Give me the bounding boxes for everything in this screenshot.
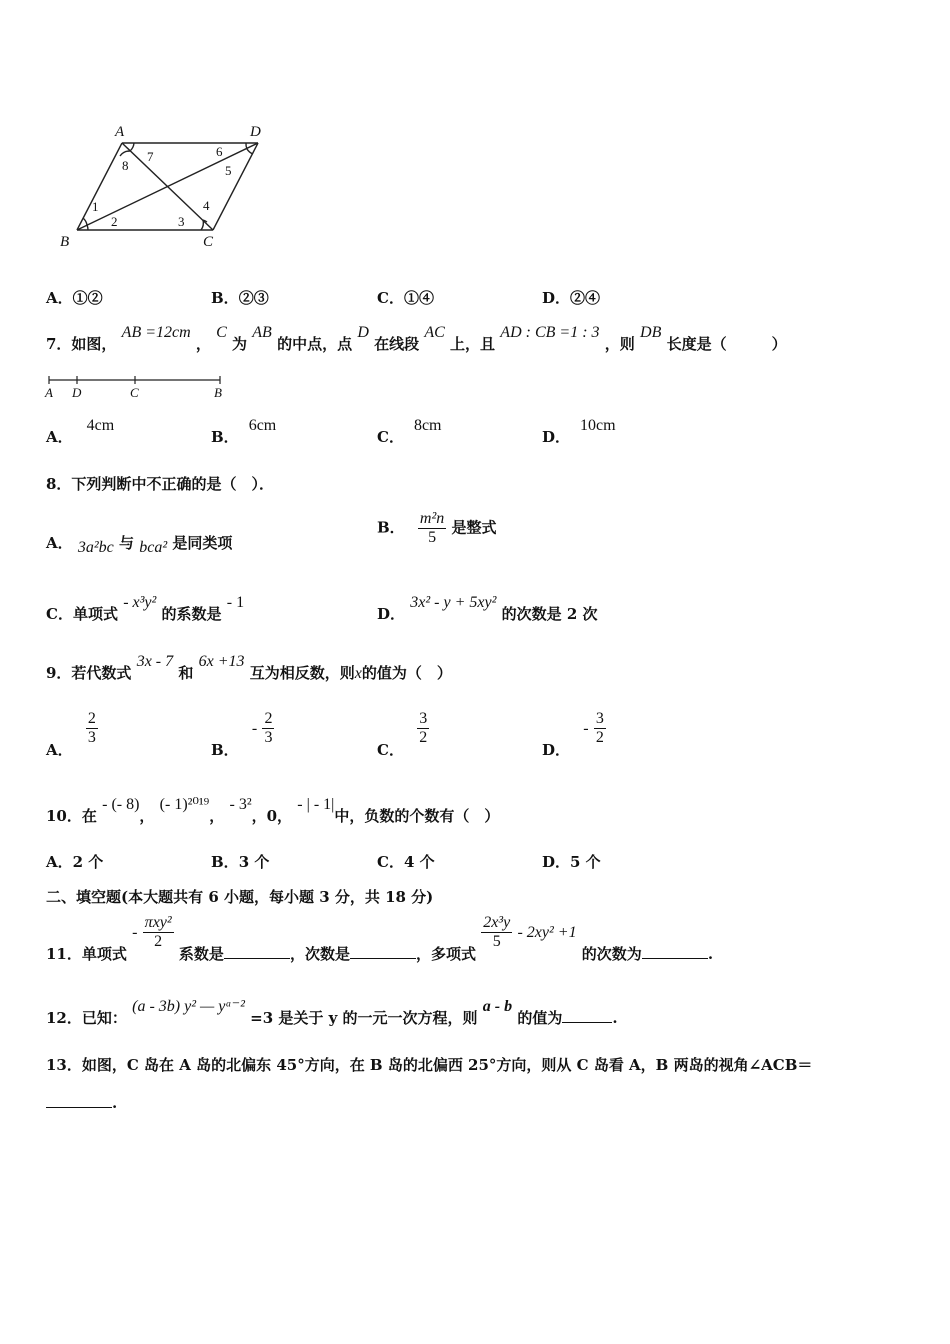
label-D: D (250, 124, 261, 140)
q12-blank[interactable] (562, 1008, 612, 1023)
q11-blank-3[interactable] (642, 944, 708, 959)
q8-stem: 8．下列判断中不正确的是（ ）． (46, 475, 274, 493)
q7-option-a[interactable]: A．4cm (46, 417, 115, 446)
angle-5: 5 (225, 163, 232, 178)
angle-2: 2 (111, 214, 118, 229)
q6-option-d[interactable]: D．②④ (542, 289, 601, 307)
q11-blank-1[interactable] (224, 944, 290, 959)
q8-option-d[interactable]: D． 3x² - y + 5xy² 的次数是 2 次 (377, 594, 598, 623)
q12-stem: 12．已知： (a - 3b) y² — yᵃ⁻² =3 是关于 y 的一元一次方程，则 a - b 的值为 . (46, 998, 618, 1027)
angle-3: 3 (178, 214, 185, 229)
q7-stem: 7．如图， AB =12cm ， C 为 AB 的中点，点 D 在线段 AC 上，且 AD : CB =1 : 3 ，则 DB 长度是（ ） (46, 324, 787, 353)
label-A: A (115, 124, 125, 140)
label-B: B (60, 234, 70, 250)
q9-option-b[interactable]: B． - $\frac{2}{3}$ (211, 710, 273, 759)
point-c: C (130, 385, 139, 400)
q8-option-c[interactable]: C．单项式 - x³y² 的系数是 - 1 (46, 594, 245, 623)
q9-stem: 9．若代数式 3x - 7 和 6x +13 互为相反数，则x的值为（ ） (46, 653, 452, 682)
angle-7: 7 (147, 149, 154, 164)
parallelogram-figure (50, 118, 290, 258)
point-b: B (214, 385, 222, 400)
q11-blank-2[interactable] (350, 944, 416, 959)
angle-8: 8 (122, 158, 129, 173)
angle-4: 4 (203, 198, 210, 213)
q10-stem: 10．在 - (- 8)， (- 1)²⁰¹⁹， - 3²，0， - | - 1|中，负数的个数有（ ） (46, 796, 500, 825)
q13-answer-line: . (46, 1093, 117, 1112)
label-C: C (203, 234, 214, 250)
q9-option-a[interactable]: A． $\frac{2}{3}$ (46, 710, 96, 759)
angle-1: 1 (92, 199, 99, 214)
q9-option-d[interactable]: D． - $\frac{3}{2}$ (542, 710, 604, 759)
q10-option-a[interactable]: A．2 个 (46, 853, 104, 871)
q7-option-d[interactable]: D．10cm (542, 417, 616, 446)
q6-option-a[interactable]: A．①② (46, 289, 103, 307)
point-d: D (72, 385, 82, 400)
section-heading: 二、填空题(本大题共有 6 小题，每小题 3 分，共 18 分) (46, 888, 434, 906)
angle-6: 6 (216, 144, 223, 159)
q8-option-a[interactable]: A． 3a²bc 与 bca² 是同类项 (46, 534, 233, 556)
q8-option-b[interactable]: B． $\frac{\text{m²n}}{5}$ 是整式 (377, 510, 497, 546)
q7-segment-figure (44, 372, 234, 402)
q9-option-c[interactable]: C． $\frac{3}{2}$ (377, 710, 428, 759)
q6-option-b[interactable]: B．②③ (211, 289, 269, 307)
q7-option-c[interactable]: C．8cm (377, 417, 442, 446)
q13-stem: 13．如图，C 岛在 A 岛的北偏东 45°方向，在 B 岛的北偏西 25°方向，则从 C 岛看 A，B 两岛的视角∠ACB＝ (46, 1056, 813, 1074)
q13-blank[interactable] (46, 1093, 112, 1108)
q10-option-c[interactable]: C．4 个 (377, 853, 435, 871)
point-a: A (45, 385, 53, 400)
q7-option-b[interactable]: B．6cm (211, 417, 277, 446)
q10-option-d[interactable]: D．5 个 (542, 853, 601, 871)
q10-option-b[interactable]: B．3 个 (211, 853, 270, 871)
q6-option-c[interactable]: C．①④ (377, 289, 434, 307)
q11-stem: 11．单项式 - $\frac{\text{πxy²}}{2}$ 系数是 ，次数是 ，多项式 $\frac{\text{2x³y}}{5}$ - 2xy² +1 的次数为 . (46, 914, 714, 963)
